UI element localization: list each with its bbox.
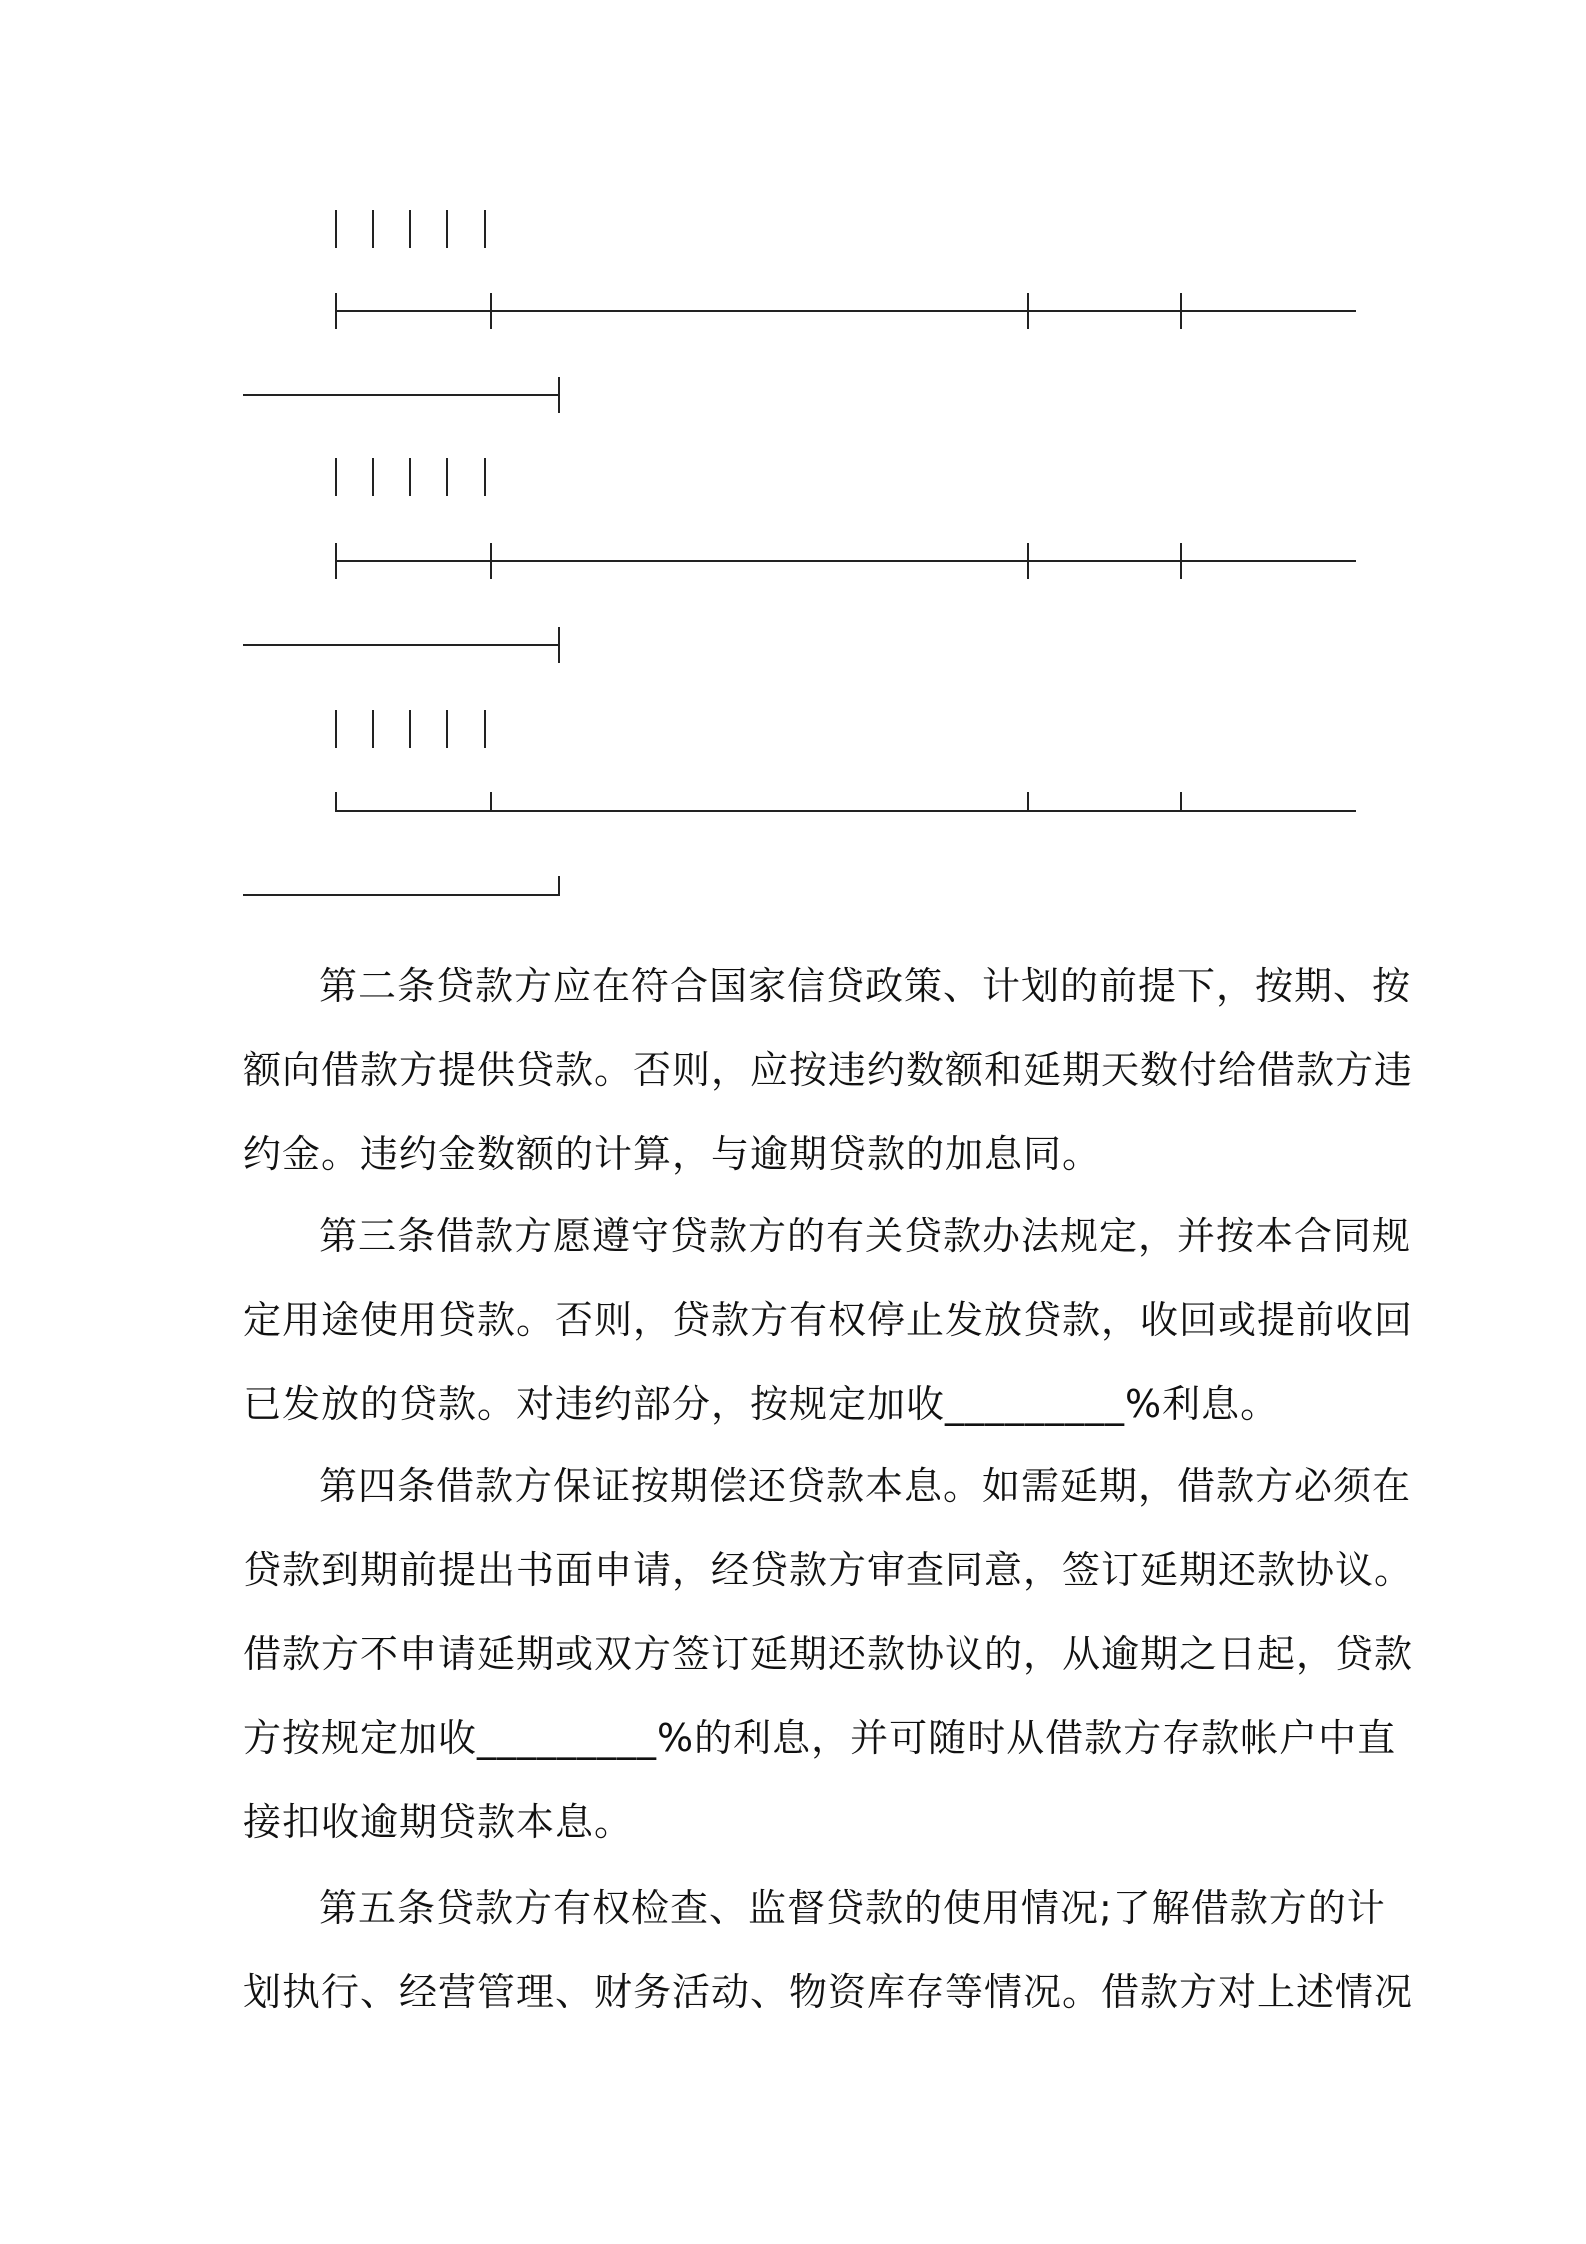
article-line: 方按规定加收_________%的利息，并可随时从借款方存款帐户中直	[243, 1716, 1397, 1760]
table-tick	[490, 293, 492, 329]
article-3	[243, 1194, 1414, 1446]
article-line: 已发放的贷款。对违约部分，按规定加收_________%利息。	[243, 1382, 1280, 1426]
table-vbar	[446, 210, 448, 248]
table-tick	[1027, 543, 1029, 579]
article-line: 接扣收逾期贷款本息。	[243, 1800, 634, 1844]
table-tick	[1180, 293, 1182, 329]
table-vbar	[484, 458, 486, 496]
table-vbar	[335, 710, 337, 748]
article-5	[243, 1866, 1414, 2034]
table-tick	[335, 792, 337, 812]
table-tick	[490, 543, 492, 579]
table-rule	[243, 894, 560, 896]
article-line: 第二条贷款方应在符合国家信贷政策、计划的前提下，按期、按	[319, 964, 1412, 1008]
table-tick	[558, 627, 560, 663]
table-vbar	[409, 458, 411, 496]
table-rule	[243, 644, 560, 646]
table-vbar	[446, 458, 448, 496]
table-rule	[335, 560, 1356, 562]
table-vbar	[484, 210, 486, 248]
table-vbar	[335, 210, 337, 248]
table-vbar	[335, 458, 337, 496]
article-line: 约金。违约金数额的计算，与逾期贷款的加息同。	[243, 1132, 1102, 1176]
table-tick	[335, 543, 337, 579]
article-line: 第三条借款方愿遵守贷款方的有关贷款办法规定，并按本合同规	[319, 1214, 1412, 1258]
article-line: 贷款到期前提出书面申请，经贷款方审查同意，签订延期还款协议。	[243, 1548, 1414, 1592]
article-line: 定用途使用贷款。否则，贷款方有权停止发放贷款，收回或提前收回	[243, 1298, 1414, 1342]
article-line: 借款方不申请延期或双方签订延期还款协议的，从逾期之日起，贷款	[243, 1632, 1414, 1676]
table-rule	[243, 394, 560, 396]
article-line: 划执行、经营管理、财务活动、物资库存等情况。借款方对上述情况	[243, 1970, 1414, 2014]
table-rule	[335, 310, 1356, 312]
table-vbar	[372, 210, 374, 248]
table-rule	[335, 810, 1356, 812]
article-2	[243, 944, 1414, 1196]
article-4	[243, 1444, 1414, 1864]
table-tick	[1180, 543, 1182, 579]
table-vbar	[372, 710, 374, 748]
article-line: 额向借款方提供贷款。否则，应按违约数额和延期天数付给借款方违	[243, 1048, 1414, 1092]
article-line: 第四条借款方保证按期偿还贷款本息。如需延期，借款方必须在	[319, 1464, 1412, 1508]
table-tick	[1180, 792, 1182, 812]
table-vbar	[446, 710, 448, 748]
table-vbar	[372, 458, 374, 496]
table-vbar	[484, 710, 486, 748]
table-tick	[335, 293, 337, 329]
table-vbar	[409, 210, 411, 248]
table-vbar	[409, 710, 411, 748]
table-tick	[558, 876, 560, 896]
table-tick	[1027, 792, 1029, 812]
article-line: 第五条贷款方有权检查、监督贷款的使用情况;了解借款方的计	[319, 1886, 1386, 1930]
table-tick	[558, 377, 560, 413]
table-tick	[1027, 293, 1029, 329]
table-tick	[490, 792, 492, 812]
